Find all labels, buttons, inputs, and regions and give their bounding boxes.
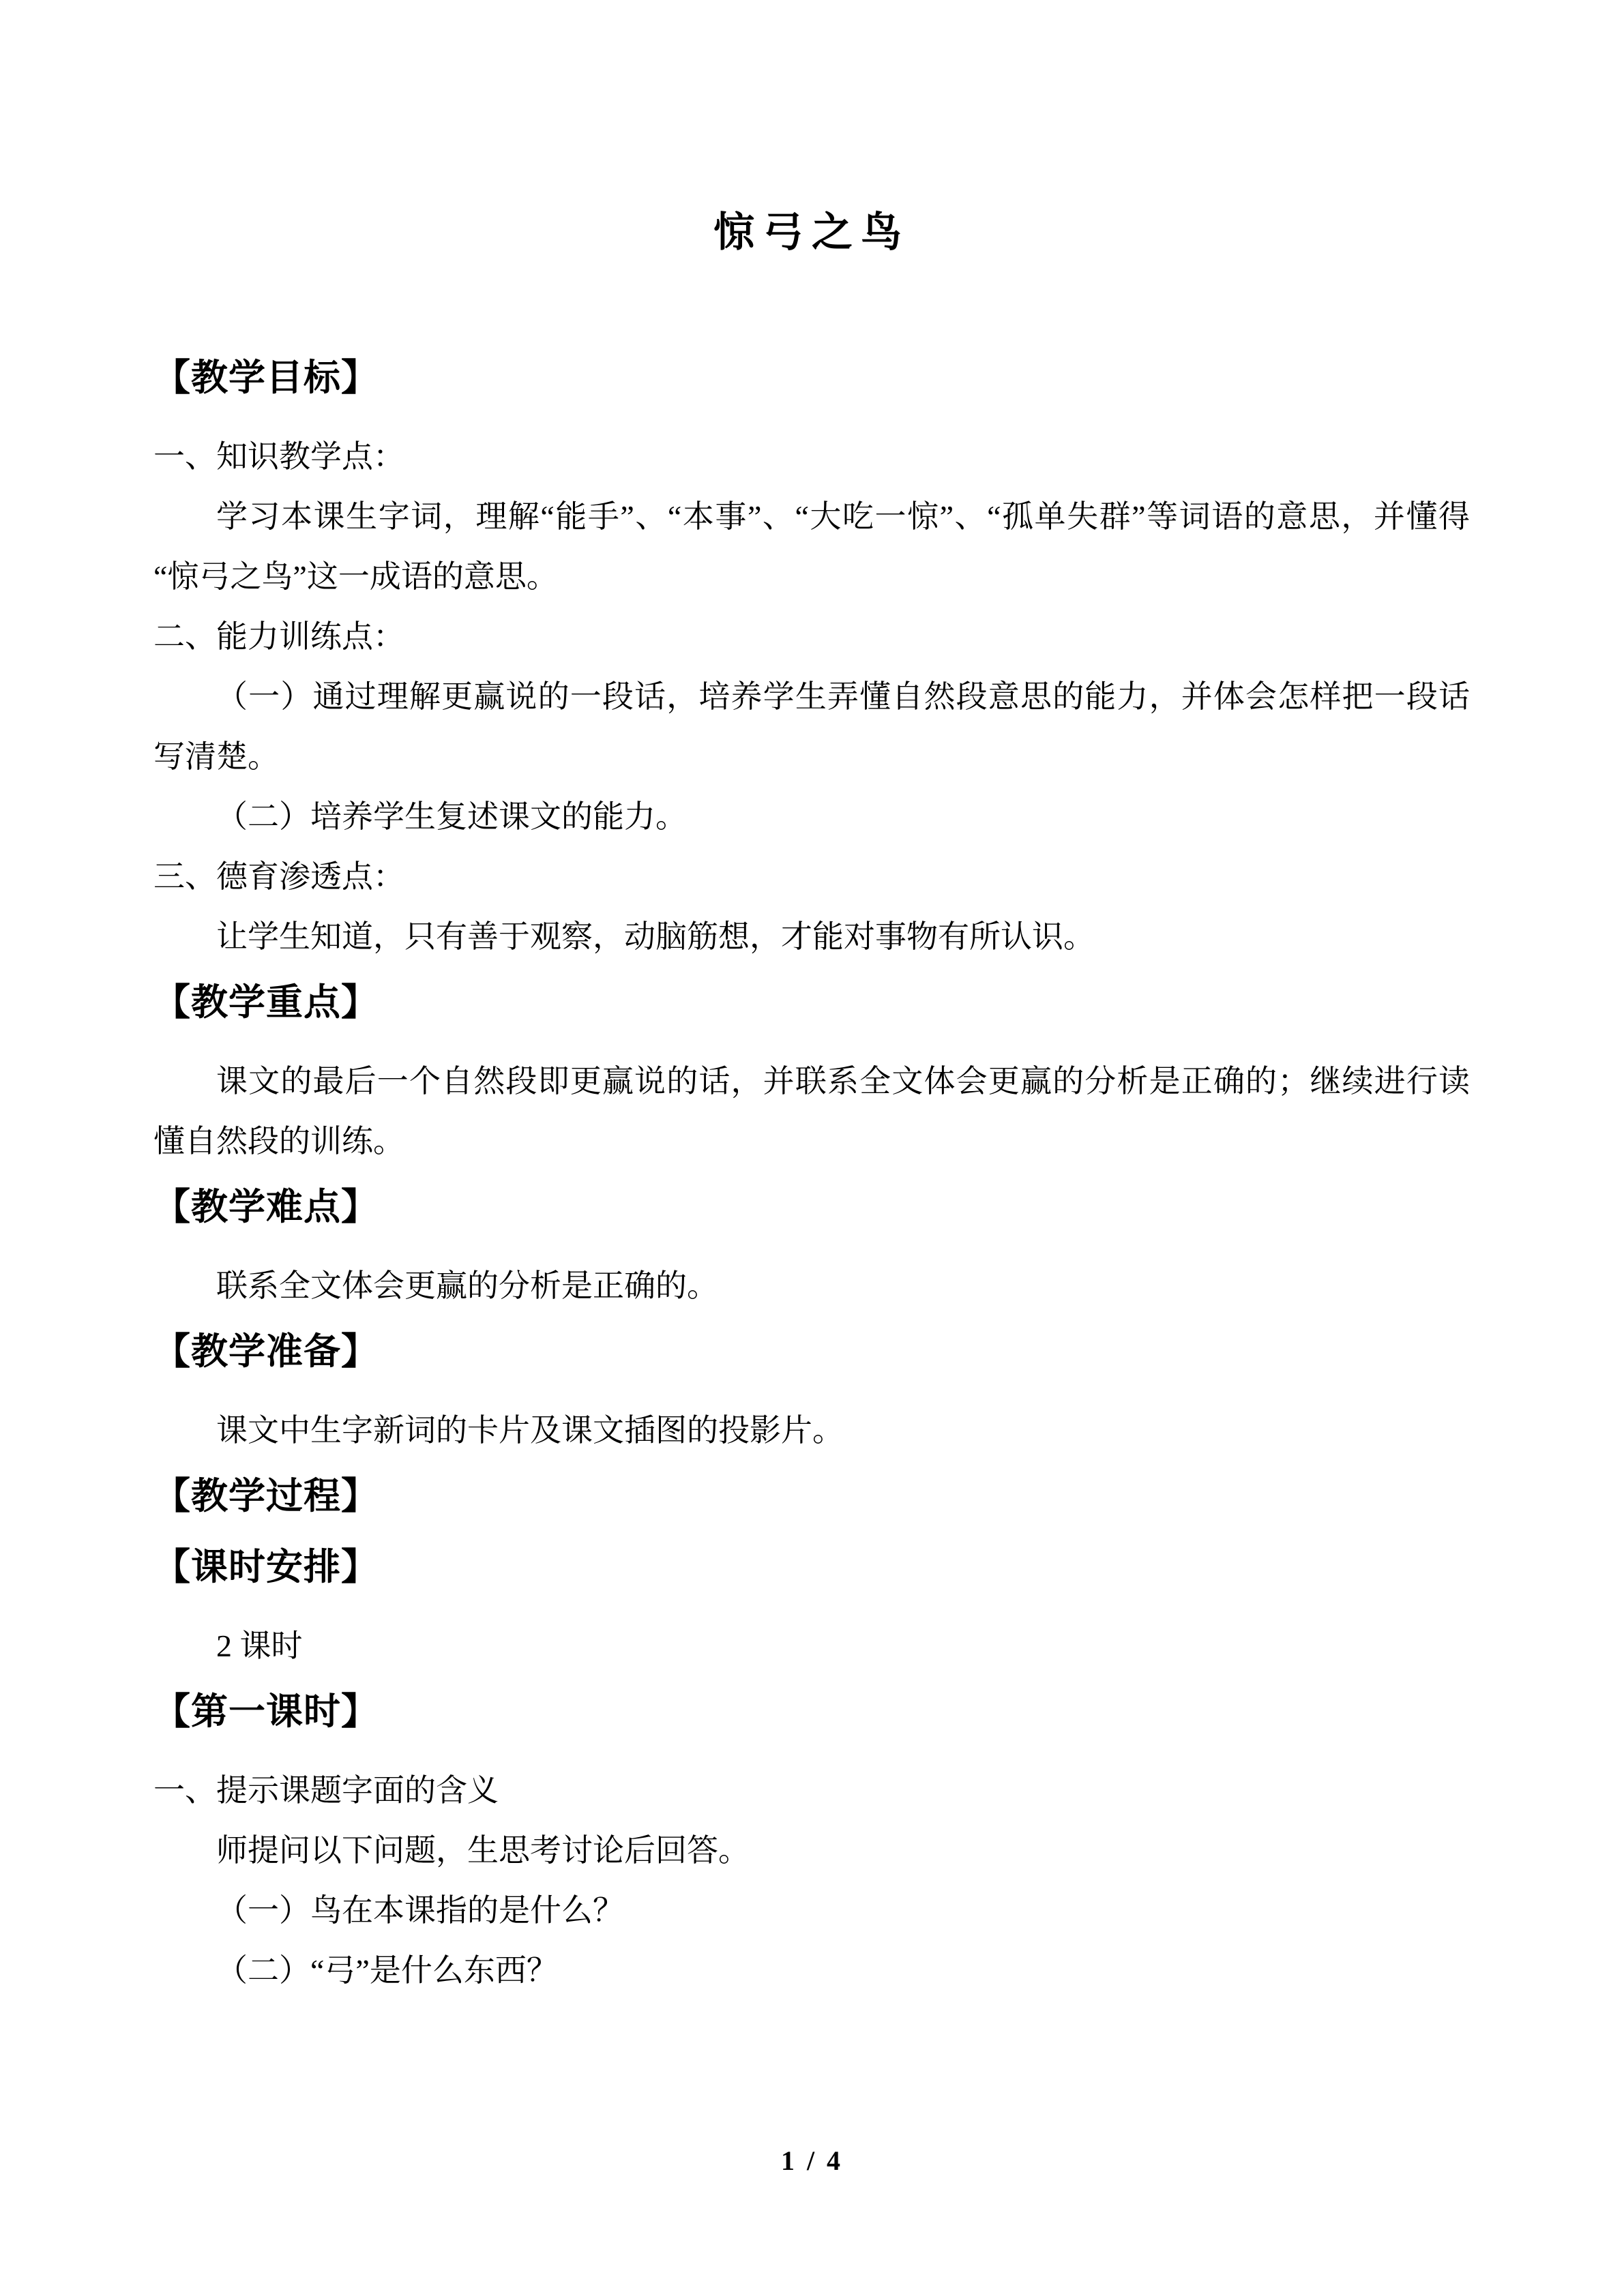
section-heading-teaching-key-points: 【教学重点】 [153,982,379,1023]
paragraph: 课文的最后一个自然段即更赢说的话，并联系全文体会更赢的分析是正确的；继续进行读懂自然段的训练。 [153,1064,1470,1159]
paragraph-lesson-count: 2 课时 [216,1628,303,1663]
paragraph: （二）“弓”是什么东西？ [216,1953,558,1988]
list-item-ability-training: 二、能力训练点： [153,619,404,654]
paragraph: 学习本课生字词，理解“能手”、“本事”、“大吃一惊”、“孤单失群”等词语的意思，并懂得“惊弓之鸟”这一成语的意思。 [153,499,1470,594]
paragraph: 让学生知道，只有善于观察，动脑筋想，才能对事物有所认识。 [216,919,1095,954]
list-item-knowledge-points: 一、知识教学点： [153,439,404,474]
paragraph: （一）鸟在本课指的是什么？ [216,1893,624,1928]
list-item-moral-education: 三、德育渗透点： [153,859,404,894]
section-heading-teaching-process: 【教学过程】 [153,1476,379,1517]
list-item-topic-meaning: 一、提示课题字面的含义 [153,1773,499,1808]
section-heading-teaching-difficulties: 【教学难点】 [153,1187,379,1227]
section-heading-lesson-schedule: 【课时安排】 [153,1547,379,1587]
paragraph: 师提问以下问题，生思考讨论后回答。 [216,1833,750,1868]
section-heading-teaching-objectives: 【教学目标】 [153,357,379,398]
paragraph: （二）培养学生复述课文的能力。 [216,799,687,834]
section-heading-teaching-preparation: 【教学准备】 [153,1331,379,1372]
paragraph: 联系全文体会更赢的分析是正确的。 [216,1268,718,1303]
paragraph: （一）通过理解更赢说的一段话，培养学生弄懂自然段意思的能力，并体会怎样把一段话写清楚。 [153,679,1470,774]
paragraph: 课文中生字新词的卡片及课文插图的投影片。 [216,1413,844,1448]
document-title: 惊弓之鸟 [713,210,910,255]
section-heading-first-lesson: 【第一课时】 [153,1691,379,1732]
page-number-indicator: 1 / 4 [780,2145,844,2176]
